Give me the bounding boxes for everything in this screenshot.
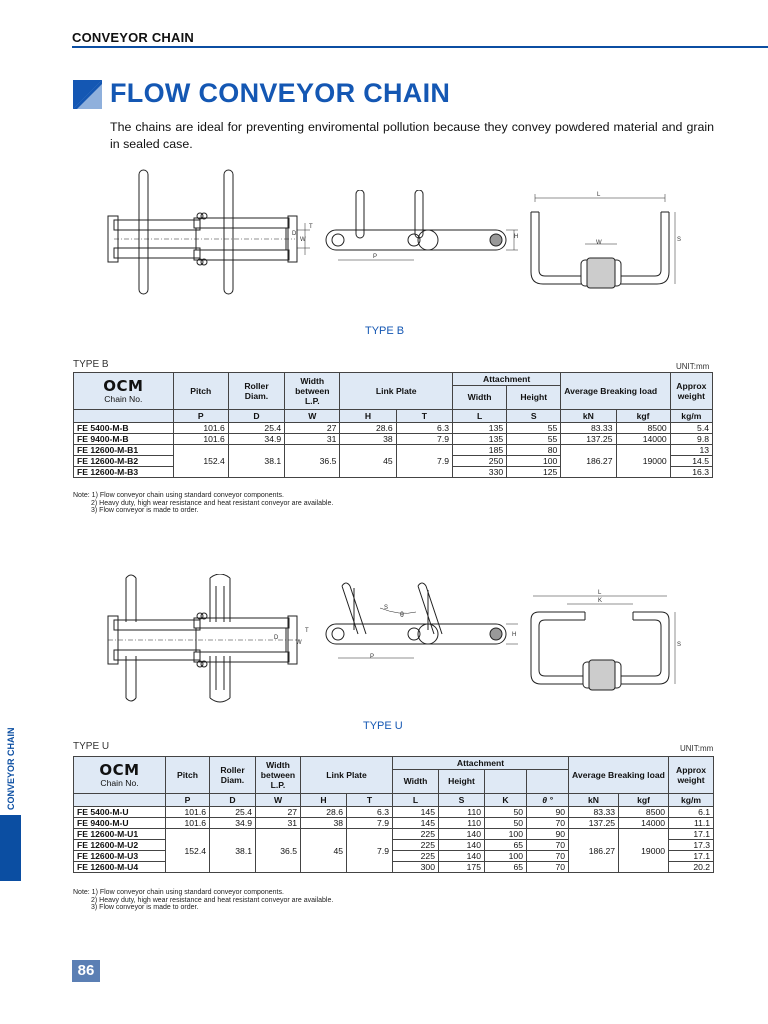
dim-w-b: W [300,237,306,243]
table-row: FE 12600-M-U4 300 175 65 70 20.2 [74,862,714,873]
table-row: FE 12600-M-B3 330 125 16.3 [74,467,713,478]
sym: S [507,410,561,423]
page-title: FLOW CONVEYOR CHAIN [110,78,451,108]
sym: W [285,410,340,423]
dim-s-u-side: S [384,605,389,611]
table-row: FE 12600-M-B2 250 100 14.5 [74,456,713,467]
sym: D [210,794,256,807]
sym: H [301,794,347,807]
type-u-notes: Note: 1) Flow conveyor chain using standard conveyor components. 2) Heavy duty, high wear resistance and heat resistant conveyor are available. 3) Flow conveyor is made to order. [73,889,334,911]
width-lp-header: Width between L.P. [256,757,301,794]
sym: S [439,794,485,807]
type-b-unit: UNIT:mm [676,362,710,371]
dim-s-b: S [677,237,682,243]
type-b-spec-table [73,372,713,478]
type-u-caption: TYPE U [363,720,403,732]
sym: kgf [616,410,670,423]
dim-d-u: D [274,635,279,641]
attachment-header: Attachment [453,373,561,386]
att-height-header: Height [439,769,485,793]
dim-t-b: T [309,224,313,230]
sym: L [453,410,507,423]
pitch-header: Pitch [173,373,228,410]
type-u-top-view-drawing [100,574,315,704]
dim-l-b: L [597,192,601,198]
weight-header: Approx weight [669,757,714,794]
dim-w-u: W [296,640,302,646]
page-number: 86 [72,960,100,982]
sym: W [256,794,301,807]
dim-h-u: H [512,632,517,638]
dim-s-u: S [677,642,682,648]
type-b-table-label: TYPE B [73,359,109,370]
dim-k-u: K [598,598,603,604]
chain-no-header: OCM Chain No. [74,757,166,794]
attachment-header: Attachment [393,757,569,770]
link-plate-header: Link Plate [340,373,453,410]
type-b-side-view-drawing [320,190,525,270]
type-b-top-view-drawing [100,168,315,298]
weight-header: Approx weight [670,373,712,410]
sym: P [173,410,228,423]
table-row: FE 9400-M-B 101.6 34.9 31 38 7.9 135 55 137.25 14000 9.8 [74,434,713,445]
sym: T [347,794,393,807]
chain-no-header: OCM Chain No. [74,373,174,410]
roller-header: Roller Diam. [228,373,284,410]
sym: θ ° [527,794,569,807]
table-row: FE 9400-M-U 101.6 34.9 31 38 7.9 145 110 50 70 137.25 14000 11.1 [74,818,714,829]
title-mark-icon [73,80,102,109]
sym: kgf [619,794,669,807]
sym: H [340,410,396,423]
dim-t-u: T [305,628,309,634]
dim-h-b: H [514,234,519,240]
type-u-side-view-drawing [320,582,525,672]
att-height-header: Height [507,385,561,409]
sym: kg/m [669,794,714,807]
table-row: FE 12600-M-U2 225 140 65 70 17.3 [74,840,714,851]
header-rule [72,46,768,48]
att-width-header: Width [453,385,507,409]
intro-text: The chains are ideal for preventing enviromental pollution because they convey powdered material and grain in sealed case. [110,120,714,151]
sym: K [485,794,527,807]
roller-header: Roller Diam. [210,757,256,794]
table-row: FE 12600-M-U1 152.4 38.1 36.5 45 7.9 225 140 100 90 186.27 19000 17.1 [74,829,714,840]
section-header: CONVEYOR CHAIN [72,30,194,45]
sym: D [228,410,284,423]
sym: kN [561,410,616,423]
table-row: FE 5400-M-B 101.6 25.4 27 28.6 6.3 135 55 83.33 8500 5.4 [74,423,713,434]
ocm-logo: OCM [99,761,140,779]
type-u-table-label: TYPE U [73,741,110,752]
dim-d-b: D [292,231,297,237]
dim-p-b: P [373,254,378,260]
ocm-logo: OCM [103,377,144,395]
dim-w2-b: W [596,240,602,246]
table-row: FE 12600-M-U3 225 140 100 70 17.1 [74,851,714,862]
sym: L [393,794,439,807]
dim-theta-u: θ [400,612,404,619]
breaking-header: Average Breaking load [561,373,670,410]
side-tab [0,815,21,881]
dim-p-u: P [370,654,375,660]
dim-l-u: L [598,590,602,596]
sym: P [166,794,210,807]
type-u-spec-table [73,756,714,873]
sym: kg/m [670,410,712,423]
link-plate-header: Link Plate [301,757,393,794]
side-tab-label: CONVEYOR CHAIN [6,727,16,810]
sym: T [396,410,452,423]
table-row: FE 12600-M-B1 152.4 38.1 36.5 45 7.9 185 80 186.27 19000 13 [74,445,713,456]
type-b-notes: Note: 1) Flow conveyor chain using standard conveyor components. 2) Heavy duty, high wear resistance and heat resistant conveyor are available. 3) Flow conveyor is made to order. [73,492,334,514]
width-lp-header: Width between L.P. [285,373,340,410]
sym: kN [569,794,619,807]
type-u-unit: UNIT:mm [680,744,714,753]
type-b-caption: TYPE B [365,325,405,337]
att-width-header: Width [393,769,439,793]
type-u-attachment-drawing [525,592,685,692]
type-b-attachment-drawing [525,192,685,292]
table-row: FE 5400-M-U 101.6 25.4 27 28.6 6.3 145 110 50 90 83.33 8500 6.1 [74,807,714,818]
pitch-header: Pitch [166,757,210,794]
breaking-header: Average Breaking load [569,757,669,794]
